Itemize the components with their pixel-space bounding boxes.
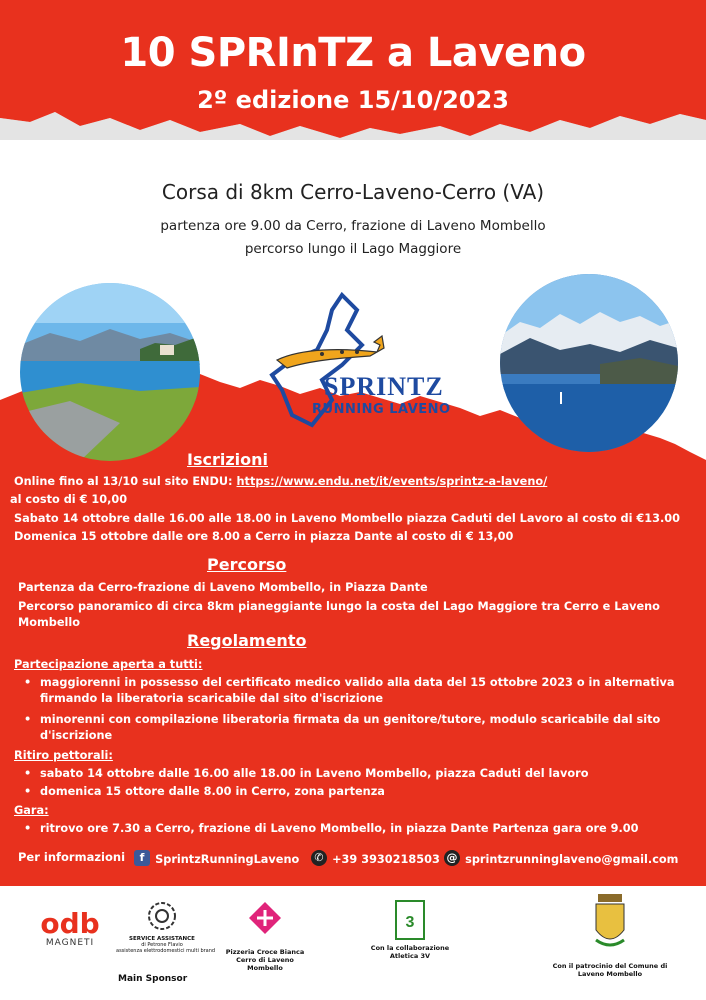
logo-line2: RUNNING LAVENO — [312, 402, 451, 417]
cross-icon — [247, 900, 283, 936]
iscrizioni-sabato: Sabato 14 ottobre dalle 16.00 alle 18.00 in Laveno Mombello piazza Caduti del Lavoro al costo di €13.00 — [14, 512, 681, 525]
sponsor-band — [0, 886, 706, 1000]
main-sponsor-label: Main Sponsor — [118, 974, 188, 984]
phone-icon: ✆ — [311, 850, 327, 866]
page-title: 10 SPRInTZ a Laveno — [120, 30, 586, 76]
iscrizioni-online: Online fino al 13/10 sul sito ENDU: https://www.endu.net/it/events/sprintz-a-laveno/ — [14, 475, 548, 488]
facebook-icon: f — [134, 850, 150, 866]
comune-logo: Con il patrocinio del Comune di Laveno Mombello — [540, 892, 680, 978]
bullet-icon: • — [24, 767, 32, 780]
bullet-icon: • — [24, 713, 32, 726]
start-info: partenza ore 9.00 da Cerro, frazione di Laveno Mombello — [160, 218, 546, 234]
pizzeria-logo: Pizzeria Croce Bianca Cerro di Laveno Mombello — [218, 900, 312, 972]
gear-icon — [146, 900, 178, 932]
bullet-icon: • — [24, 785, 32, 798]
list-item: • minorenni con compilazione liberatoria firmata da un genitore/tutore, modulo scaricabile dal sito d'iscrizione — [24, 713, 661, 742]
lake-photo-right — [500, 274, 678, 452]
iscrizioni-domenica: Domenica 15 ottobre dalle ore 8.00 a Cerro in piazza Dante al costo di € 13,00 — [14, 530, 514, 543]
bullet-icon: • — [24, 676, 32, 689]
lake-photo-left — [20, 283, 200, 461]
coat-of-arms-icon — [590, 892, 630, 952]
service-assistance-logo: SERVICE ASSISTANCE di Petrone Flavio assistenza elettrodomestici multi brand — [116, 900, 208, 954]
bullet-icon: • — [24, 822, 32, 835]
svg-text:3: 3 — [405, 914, 415, 931]
list-item: • ritrovo ore 7.30 a Cerro, frazione di Laveno Mombello, in piazza Dante Partenza gara ore 9.00 — [24, 822, 639, 835]
odb-logo: odb MAGNETI — [40, 907, 100, 948]
atletica-3v-icon — [395, 900, 425, 940]
ritiro-label: Ritiro pettorali: — [14, 749, 113, 762]
percorso-line1: Partenza da Cerro-frazione di Laveno Mombello, in Piazza Dante — [18, 581, 428, 594]
logo-line1: SPRINTZ — [324, 372, 444, 401]
cheetah-icon — [277, 336, 384, 368]
atletica-logo: 3 Con la collaborazione Atletica 3V — [370, 900, 450, 960]
list-item: • sabato 14 ottobre dalle 16.00 alle 18.00 in Laveno Mombello, piazza Caduti del lavoro — [24, 767, 589, 780]
info-label: Per informazioni — [18, 850, 126, 864]
regolamento-heading: Regolamento — [187, 631, 307, 650]
sprintz-logo — [262, 290, 467, 440]
iscrizioni-costo: al costo di € 10,00 — [10, 493, 128, 506]
email-icon: @ — [444, 850, 460, 866]
iscrizioni-heading: Iscrizioni — [187, 450, 268, 469]
percorso-heading: Percorso — [207, 555, 287, 574]
percorso-line2: Percorso panoramico di circa 8km pianeggiante lungo la costa del Lago Maggiore tra Cerro e Laveno Mombello — [18, 600, 660, 629]
gara-label: Gara: — [14, 804, 49, 817]
list-item: • maggiorenni in possesso del certificato medico valido alla data del 15 ottobre 2023 o in alternativa firmando la liberatoria scaricabile dal sito d'iscrizione — [24, 676, 675, 705]
endu-link[interactable]: https://www.endu.net/it/events/sprintz-a-laveno/ — [236, 475, 548, 488]
facebook-contact[interactable]: f SprintzRunningLaveno — [134, 847, 299, 867]
race-description: Corsa di 8km Cerro-Laveno-Cerro (VA) — [161, 180, 545, 204]
phone-contact[interactable]: ✆ +39 3930218503 — [311, 847, 440, 867]
edition-subtitle: 2º edizione 15/10/2023 — [197, 86, 509, 114]
partecipazione-label: Partecipazione aperta a tutti: — [14, 658, 203, 671]
email-contact[interactable]: @ sprintzrunninglaveno@gmail.com — [444, 847, 678, 867]
route-info: percorso lungo il Lago Maggiore — [244, 241, 462, 257]
list-item: • domenica 15 ottore dalle 8.00 in Cerro, zona partenza — [24, 785, 385, 798]
